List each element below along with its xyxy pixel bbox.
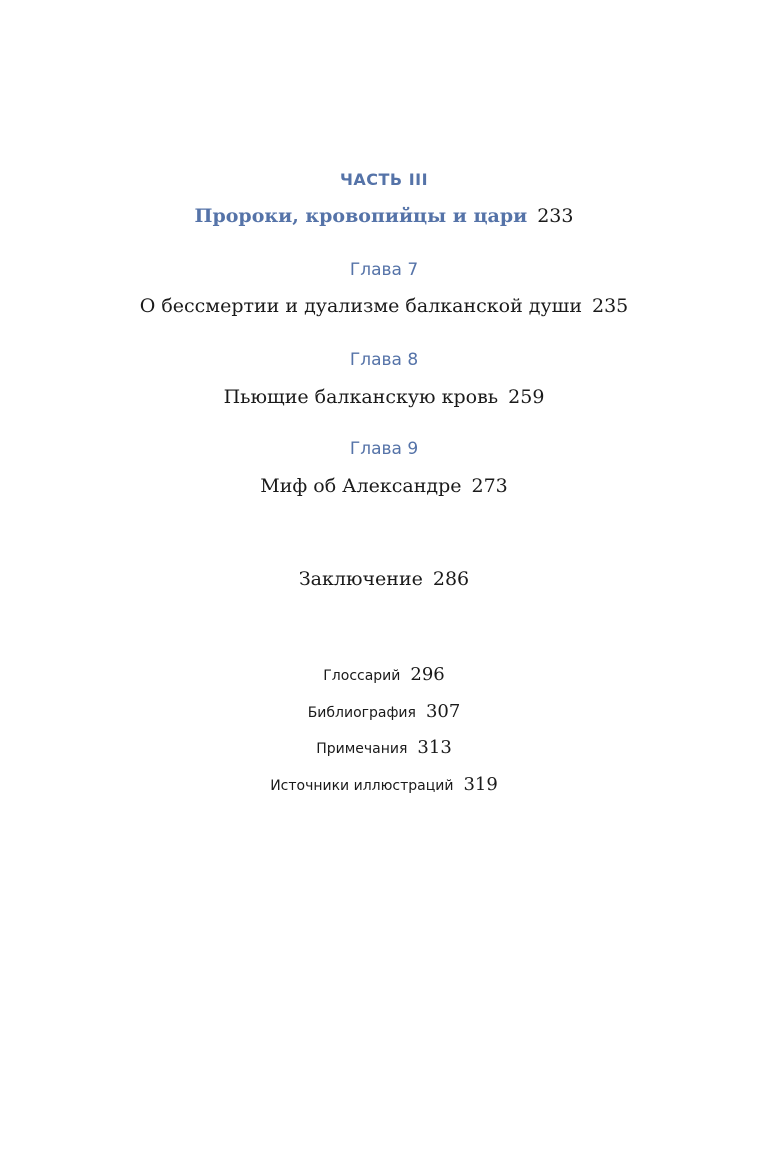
toc-entry-chapter-8[interactable] — [0, 386, 768, 408]
chapter-title: О бессмертии и дуализме балканской души — [139, 295, 582, 317]
page-number: 273 — [471, 475, 508, 497]
toc-entry-illustration-sources[interactable] — [0, 774, 768, 795]
page-number: 259 — [508, 386, 545, 408]
appendix-title: Примечания — [316, 741, 408, 757]
toc-entry-bibliography[interactable] — [0, 701, 768, 722]
part-label — [0, 170, 768, 189]
page-number: 235 — [592, 295, 629, 317]
toc-entry-chapter-9[interactable] — [0, 475, 768, 497]
chapter-title: Пьющие балканскую кровь — [223, 386, 499, 408]
chapter-8-label — [0, 350, 768, 370]
conclusion-title: Заключение — [298, 568, 423, 590]
chapter-label-text: Глава 8 — [349, 350, 419, 370]
page-number: 313 — [417, 737, 452, 758]
toc-entry-part-3[interactable] — [0, 205, 768, 227]
chapter-label-text: Глава 7 — [349, 260, 419, 280]
chapter-title: Миф об Александре — [260, 475, 462, 497]
chapter-label-text: Глава 9 — [349, 439, 419, 459]
page-number: 307 — [425, 701, 461, 722]
page-number: 286 — [432, 568, 470, 590]
toc-entry-glossary[interactable] — [0, 664, 768, 685]
part-label-text: ЧАСТЬ III — [339, 170, 429, 189]
chapter-7-label — [0, 260, 768, 280]
toc-entry-conclusion[interactable] — [0, 568, 768, 590]
toc-entry-notes[interactable] — [0, 737, 768, 758]
page-number: 296 — [410, 664, 445, 685]
appendix-title: Библиография — [307, 705, 416, 721]
chapter-9-label — [0, 439, 768, 459]
appendix-title: Глоссарий — [323, 668, 401, 684]
part-title: Пророки, кровопийцы и цари — [194, 205, 528, 227]
toc-entry-chapter-7[interactable] — [0, 295, 768, 317]
page-number: 233 — [537, 205, 574, 227]
appendix-title: Источники иллюстраций — [270, 778, 454, 794]
page-number: 319 — [463, 774, 498, 795]
